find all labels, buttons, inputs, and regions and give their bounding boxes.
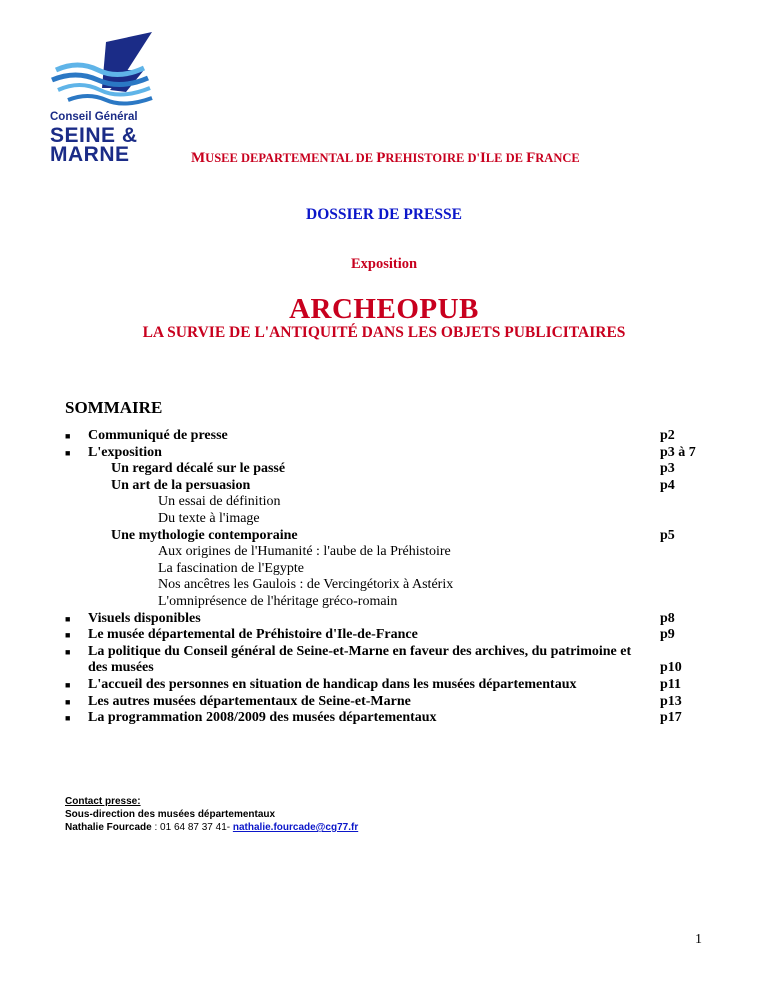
seine-et-marne-logo	[48, 30, 158, 166]
exposition-label: Exposition	[350, 256, 418, 272]
contact-heading: Contact presse:	[65, 796, 141, 807]
contact-name: Nathalie Fourcade	[65, 822, 152, 833]
toc-item: Nos ancêtres les Gaulois : de Vercingétorix à Astérix	[158, 577, 454, 593]
toc-item: des musées p10	[88, 660, 682, 676]
toc-item: La fascination de l'Egypte	[158, 560, 304, 576]
press-contact	[65, 795, 358, 834]
dossier-heading: DOSSIER DE PRESSE	[306, 206, 462, 223]
logo-line-3: MARNE	[50, 143, 130, 166]
contact-department: Sous-direction des musées départementaux	[65, 809, 276, 820]
toc-item: ■ L'accueil des personnes en situation de handicap dans les musées départementaux p11	[65, 676, 682, 692]
toc-item: ■ La programmation 2008/2009 des musées départementaux p17	[65, 710, 682, 726]
museum-title: MUSEE DEPARTEMENTAL DE PREHISTOIRE D'ILE DE FRANCE	[191, 150, 580, 166]
contact-email-link[interactable]: nathalie.fourcade@cg77.fr	[232, 822, 359, 833]
toc-item: Aux origines de l'Humanité : l'aube de la Préhistoire	[158, 544, 451, 560]
page-title: ARCHEOPUB	[289, 293, 479, 325]
toc-item: ■ Les autres musées départementaux de Seine-et-Marne p13	[65, 693, 682, 709]
logo-line-2: SEINE &	[50, 124, 138, 147]
sommaire-heading: SOMMAIRE	[65, 398, 163, 417]
bullet-icon: ■	[65, 613, 71, 624]
contact-person	[65, 821, 358, 834]
bullet-icon: ■	[65, 713, 71, 724]
page-number: 1	[695, 932, 702, 947]
toc-item: Un essai de définition	[158, 494, 281, 510]
bullet-icon: ■	[65, 646, 71, 657]
bullet-icon: ■	[65, 696, 71, 707]
logo-line-1: Conseil Général	[50, 111, 138, 123]
toc-item: Un regard décalé sur le passé p3	[111, 461, 675, 477]
bullet-icon: ■	[65, 447, 71, 458]
logo-emblem-icon	[48, 30, 158, 110]
toc-item: Du texte à l'image	[158, 510, 260, 526]
toc-item: ■ Visuels disponibles p8	[65, 610, 675, 626]
toc-item: Une mythologie contemporaine p5	[111, 527, 675, 543]
toc-item: ■ La politique du Conseil général de Seine-et-Marne en faveur des archives, du patrimoine et	[65, 643, 632, 659]
contact-phone: : 01 64 87 37 41-	[151, 822, 233, 833]
toc-item: ■ Le musée départemental de Préhistoire d'Ile-de-France p9	[65, 627, 675, 643]
toc-item: ■ Communiqué de presse p2	[65, 428, 675, 443]
page-subtitle: LA SURVIE DE L'ANTIQUITÉ DANS LES OBJETS PUBLICITAIRES	[142, 324, 626, 341]
toc-item: L'omniprésence de l'héritage gréco-romain	[158, 593, 398, 609]
toc-item: Un art de la persuasion p4	[111, 477, 675, 493]
bullet-icon: ■	[65, 630, 71, 641]
bullet-icon: ■	[65, 431, 71, 441]
toc-item: ■ L'exposition p3 à 7	[65, 444, 696, 460]
bullet-icon: ■	[65, 679, 71, 690]
table-of-contents	[0, 428, 768, 727]
